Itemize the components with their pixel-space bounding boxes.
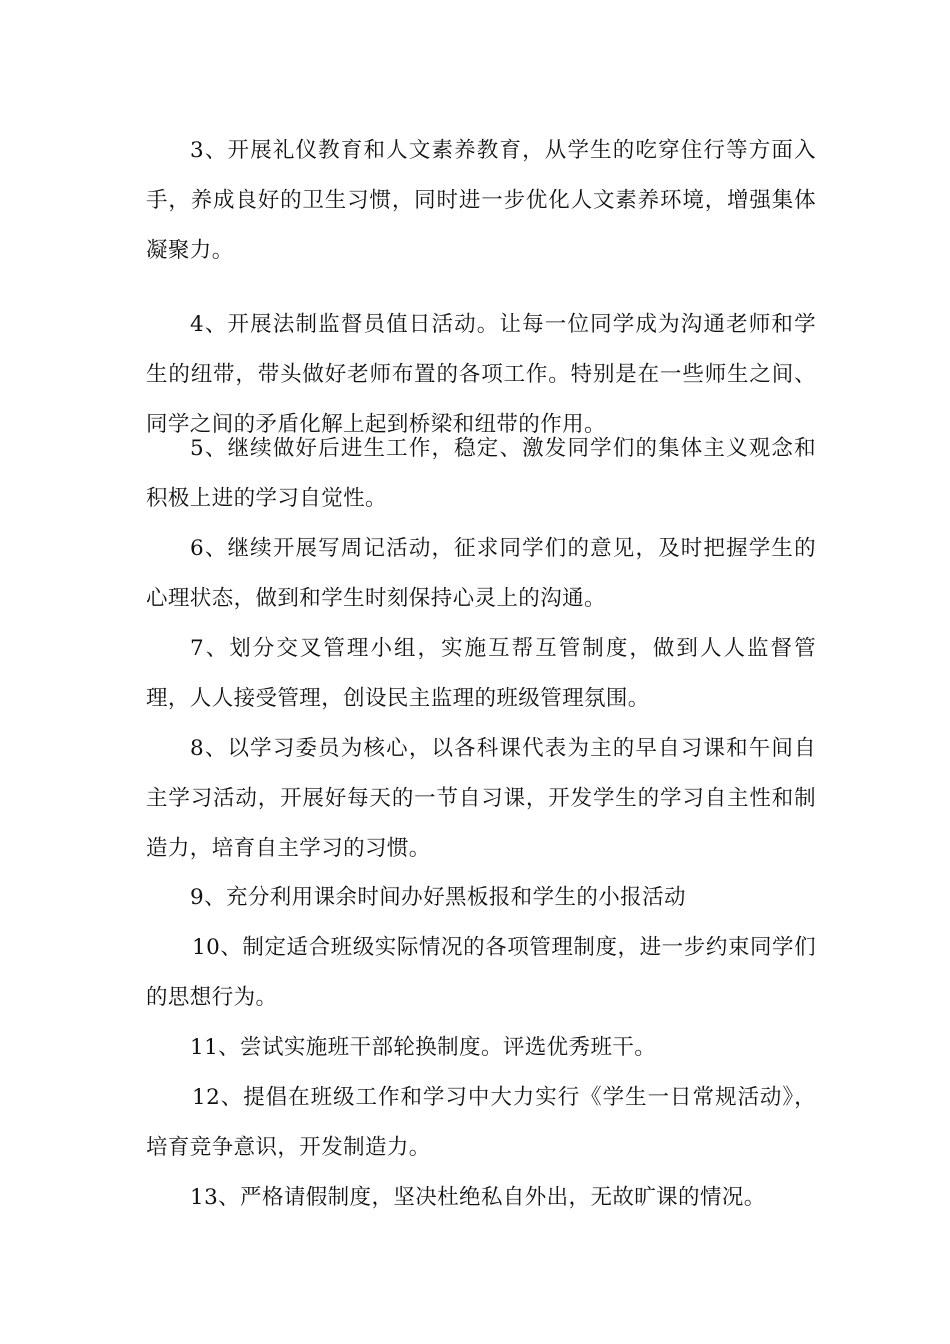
paragraph-item-4: 4、开展法制监督员值日活动。让每一位同学成为沟通老师和学生的纽带，带头做好老师布置的各项工作。特别是在一些师生之间、同学之间的矛盾化解上起到桥梁和纽带的作用。 <box>146 312 816 437</box>
paragraph-item-7: 7、划分交叉管理小组，实施互帮互管制度，做到人人监督管理，人人接受管理，创设民主监理的班级管理氛围。 <box>146 636 816 711</box>
paragraph-item-11: 11、尝试实施班干部轮换制度。评选优秀班干。 <box>190 1035 657 1060</box>
paragraph-item-3: 3、开展礼仪教育和人文素养教育，从学生的吃穿住行等方面入手，养成良好的卫生习惯，同时进一步优化人文素养环境，增强集体凝聚力。 <box>146 138 816 263</box>
paragraph-item-12: 12、提倡在班级工作和学习中大力实行《学生一日常规活动》，培育竞争意识，开发制造力。 <box>146 1085 816 1160</box>
paragraph-item-10: 10、制定适合班级实际情况的各项管理制度，进一步约束同学们的思想行为。 <box>146 935 816 1010</box>
paragraph-item-5: 5、继续做好后进生工作，稳定、激发同学们的集体主义观念和积极上进的学习自觉性。 <box>146 436 816 511</box>
paragraph-item-13: 13、严格请假制度，坚决杜绝私自外出，无故旷课的情况。 <box>190 1185 766 1210</box>
paragraph-item-6: 6、继续开展写周记活动，征求同学们的意见，及时把握学生的心理状态，做到和学生时刻保持心灵上的沟通。 <box>146 536 816 611</box>
paragraph-item-9: 9、充分利用课余时间办好黑板报和学生的小报活动 <box>190 885 686 910</box>
paragraph-item-8: 8、以学习委员为核心，以各科课代表为主的早自习课和午间自主学习活动，开展好每天的一节自习课，开发学生的学习自主性和制造力，培育自主学习的习惯。 <box>146 736 816 861</box>
